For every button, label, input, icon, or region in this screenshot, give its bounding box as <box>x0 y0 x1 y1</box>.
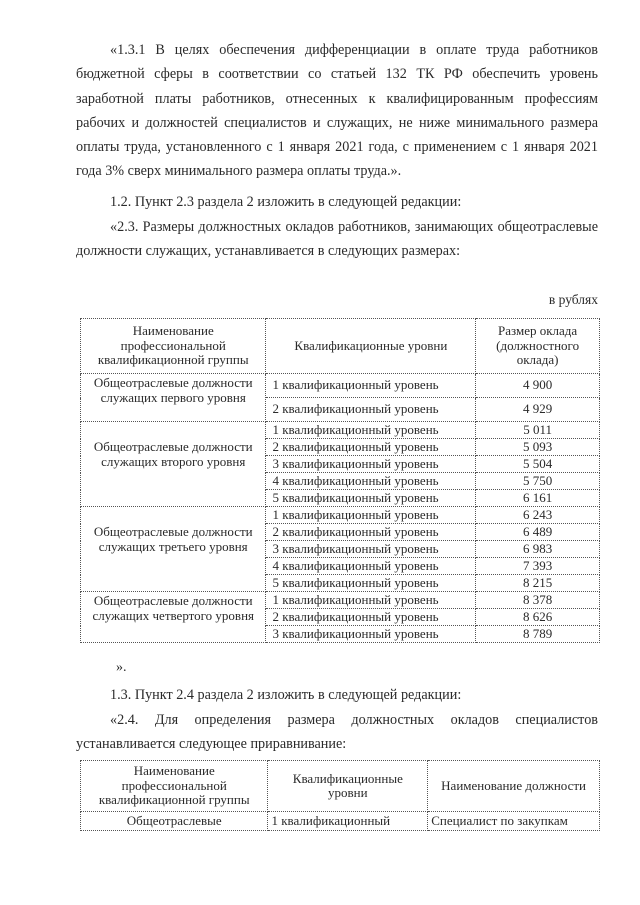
salary-cell: 5 750 <box>476 473 600 490</box>
group-name-cell: Общеотраслевые <box>81 812 268 831</box>
level-cell: 1 квалификационный уровень <box>266 422 476 439</box>
salary-cell: 6 161 <box>476 490 600 507</box>
paragraph-2-4: «2.4. Для определения размера должностных окладов специалистов устанавливается следующее приравнивание: <box>76 712 598 753</box>
salary-cell: 4 900 <box>476 374 600 398</box>
group-name-cell: Общеотраслевые должности служащих первого уровня <box>81 374 266 422</box>
level-cell: 1 квалификационный уровень <box>266 592 476 609</box>
salary-cell: 6 489 <box>476 524 600 541</box>
level-cell: 1 квалификационный <box>268 812 428 831</box>
level-cell: 2 квалификационный уровень <box>266 439 476 456</box>
level-cell: 3 квалификационный уровень <box>266 626 476 643</box>
salary-cell: 6 243 <box>476 507 600 524</box>
paragraph-2-3: «2.3. Размеры должностных окладов работников, занимающих общеотраслевые должности служащих, устанавливается в следующих размерах: <box>76 219 598 260</box>
table-row <box>81 507 600 524</box>
level-cell: 1 квалификационный уровень <box>266 374 476 398</box>
salary-cell: 5 093 <box>476 439 600 456</box>
table-row <box>81 592 600 609</box>
group-name-cell: Общеотраслевые должности служащих третьего уровня <box>81 507 266 592</box>
level-cell: 5 квалификационный уровень <box>266 575 476 592</box>
salary-cell: 8 626 <box>476 609 600 626</box>
table-row <box>81 422 600 439</box>
level-cell: 2 квалификационный уровень <box>266 398 476 422</box>
position-cell: Специалист по закупкам <box>428 812 600 831</box>
salary-cell: 4 929 <box>476 398 600 422</box>
paragraph-1-2: 1.2. Пункт 2.3 раздела 2 изложить в следующей редакции: <box>110 194 462 210</box>
closing-quote: ». <box>116 660 127 675</box>
salary-cell: 5 011 <box>476 422 600 439</box>
position-table <box>80 760 600 831</box>
table-row <box>81 812 600 831</box>
paragraph-1-3-1: «1.3.1 В целях обеспечения дифференциации в оплате труда работников бюджетной сферы в соответствии со статьей 132 ТК РФ обеспечить уровень заработной платы работников, отнесенных к квалифицированным профессиям рабочих и должностей специалистов и служащих, не ниже минимального размера оплаты труда, установленного с 1 января 2021 года, с применением с 1 января 2021 года 3% сверх минимального размера оплаты труда.». <box>76 42 598 180</box>
salary-cell: 8 215 <box>476 575 600 592</box>
salary-cell: 6 983 <box>476 541 600 558</box>
currency-unit-label: в рублях <box>548 292 598 307</box>
table-header-salary: Размер оклада (должностного оклада) <box>476 319 600 374</box>
salary-table <box>80 318 600 643</box>
level-cell: 4 квалификационный уровень <box>266 558 476 575</box>
table-header-position: Наименование должности <box>428 761 600 812</box>
table-header-group: Наименование профессиональной квалификационной группы <box>81 761 268 812</box>
salary-cell: 5 504 <box>476 456 600 473</box>
table-header-group: Наименование профессиональной квалификационной группы <box>81 319 266 374</box>
paragraph-1-3: 1.3. Пункт 2.4 раздела 2 изложить в следующей редакции: <box>110 687 462 703</box>
group-name-cell: Общеотраслевые должности служащих второго уровня <box>81 422 266 507</box>
salary-cell: 8 378 <box>476 592 600 609</box>
level-cell: 5 квалификационный уровень <box>266 490 476 507</box>
level-cell: 1 квалификационный уровень <box>266 507 476 524</box>
level-cell: 3 квалификационный уровень <box>266 541 476 558</box>
salary-cell: 8 789 <box>476 626 600 643</box>
table-header-level: Квалификационные уровни <box>266 319 476 374</box>
table-header-level: Квалификационные уровни <box>268 761 428 812</box>
level-cell: 4 квалификационный уровень <box>266 473 476 490</box>
level-cell: 3 квалификационный уровень <box>266 456 476 473</box>
salary-cell: 7 393 <box>476 558 600 575</box>
level-cell: 2 квалификационный уровень <box>266 524 476 541</box>
level-cell: 2 квалификационный уровень <box>266 609 476 626</box>
table-row <box>81 374 600 398</box>
group-name-cell: Общеотраслевые должности служащих четвертого уровня <box>81 592 266 643</box>
